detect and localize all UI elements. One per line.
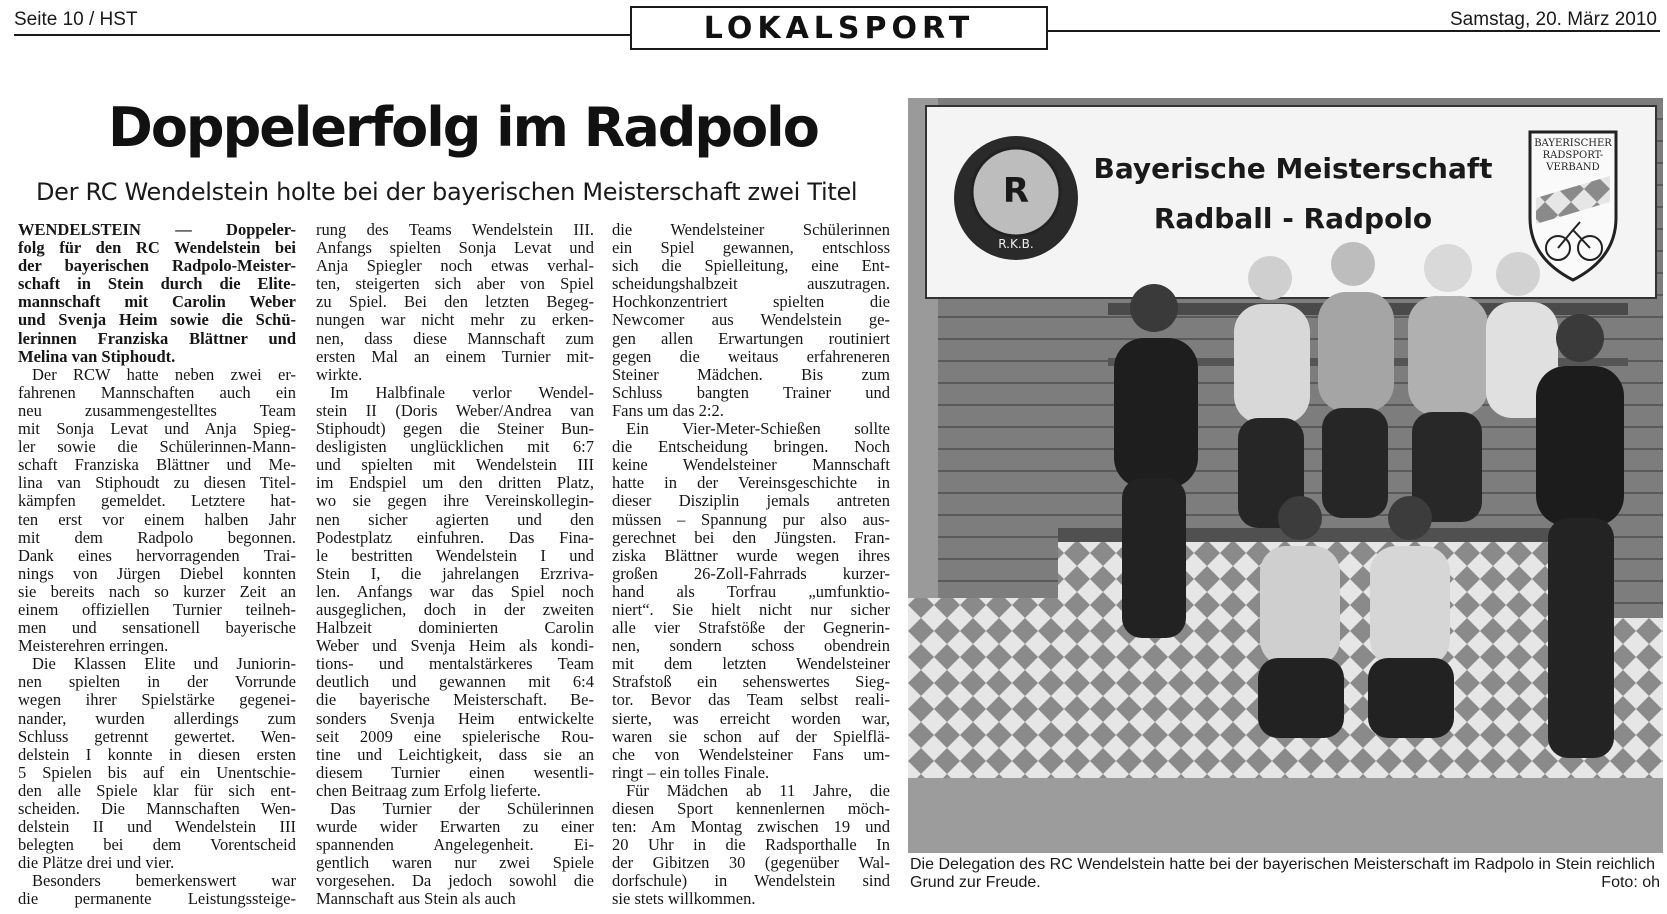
svg-text:VERBAND: VERBAND xyxy=(1546,162,1600,173)
article-line: spannenden Angelegenheit. Ei- xyxy=(316,836,594,855)
article-line: alle vier Strafstöße der Gegnerin- xyxy=(612,619,890,638)
article-line: Newcomer aus Wendelstein ge- xyxy=(612,311,890,330)
article-line: Stein I, die jahrelangen Erzriva- xyxy=(316,564,594,583)
article-line: nings von Jürgen Diebel konnten xyxy=(18,564,296,583)
article-line: die Wendelsteiner Schülerinnen xyxy=(612,221,890,239)
article-headline: Doppelerfolg im Radpolo xyxy=(108,96,818,159)
article-line: hatte in der Vereinsgeschichte in xyxy=(612,474,890,493)
article-line: im Endspiel um den dritten Platz, xyxy=(316,474,594,493)
article-line: WENDELSTEIN — Doppeler- xyxy=(18,221,296,239)
article-line: und Svenja Heim sowie die Schü- xyxy=(18,311,296,330)
article-line: sie bereits nach so kurzer Zeit an xyxy=(18,582,296,601)
article-line: die Plätze drei und vier. xyxy=(18,854,175,873)
article-line: ten: Am Montag zwischen 19 und xyxy=(612,818,890,837)
svg-text:R: R xyxy=(1002,171,1030,211)
article-line: scheidungshalbzeit auszutragen. xyxy=(612,275,890,294)
article-line: Das Turnier der Schülerinnen xyxy=(330,800,594,818)
article-line: Stiphoudt) gegen die Steiner Bun- xyxy=(316,420,594,439)
article-line: lina van Stiphoudt zu diesen Titel- xyxy=(18,474,296,493)
article-line: che von Wendelsteiner Fans um- xyxy=(612,745,890,764)
article-line: Anja Spiegler noch etwas verhal- xyxy=(316,257,594,276)
article-line: len. Anfangs war das Spiel noch xyxy=(316,582,594,601)
article-line: Der RCW hatte neben zwei er- xyxy=(32,365,296,384)
article-column-2 xyxy=(316,221,594,909)
team-photo-illustration xyxy=(908,98,1663,853)
photo-caption xyxy=(910,856,1660,892)
article-line: Meisterehren erringen. xyxy=(18,637,169,656)
article-column-1 xyxy=(18,221,296,909)
article-line: müssen – Spannung pur also aus- xyxy=(612,510,890,529)
article-line: gentlich waren nur zwei Spiele xyxy=(316,854,594,873)
article-line: wegen ihrer Spielstärke gegenei- xyxy=(18,691,296,710)
article-line: gegen die weitaus erfahreneren xyxy=(612,347,890,366)
article-line: tine und Leichtigkeit, dass sie an xyxy=(316,745,594,764)
article-line: mit dem Radpolo begonnen. xyxy=(18,528,296,547)
article-line: die Entscheidung bringen. Noch xyxy=(612,438,890,457)
article-line: waren sie schon auf der Spielflä- xyxy=(612,727,890,746)
article-line: keine Wendelsteiner Mannschaft xyxy=(612,456,890,475)
article-line: ringt – ein tolles Finale. xyxy=(612,763,770,782)
photo-caption-text: Die Delegation des RC Wendelstein hatte bei der bayerischen Meisterschaft im Radpolo in Stein reichlich Grund zur Freude. xyxy=(910,856,1655,891)
article-line: ausgeglichen, doch in der zweiten xyxy=(316,600,594,619)
article-line: stein II (Doris Weber/Andrea van xyxy=(316,401,594,420)
article-line: gen allen Erwartungen routiniert xyxy=(612,329,890,348)
svg-text:BAYERISCHER: BAYERISCHER xyxy=(1534,138,1612,149)
article-line: scheiden. Die Mannschaften Wen- xyxy=(18,800,296,818)
article-line: Besonders bemerkenswert war xyxy=(32,872,296,891)
article-line: le bestritten Wendelstein I und xyxy=(316,546,594,565)
article-line: Ein Vier-Meter-Schießen sollte xyxy=(626,420,890,439)
svg-text:R.K.B.: R.K.B. xyxy=(998,237,1034,251)
article-subheadline: Der RC Wendelstein holte bei der bayerischen Meisterschaft zwei Titel xyxy=(36,178,858,206)
article-line: sonders Svenja Heim entwickelte xyxy=(316,709,594,728)
article-line: dieser Disziplin jemals antreten xyxy=(612,492,890,511)
article-line: Dank eines hervorragenden Trai- xyxy=(18,546,296,565)
article-line: 20 Uhr in die Radsporthalle In xyxy=(612,836,890,855)
article-line: mannschaft mit Carolin Weber xyxy=(18,293,296,312)
page-header-left: Seite 10 / HST xyxy=(14,9,138,30)
article-line: Für Mädchen ab 11 Jahre, die xyxy=(626,781,890,800)
article-line: Hochkonzentriert spielten die xyxy=(612,293,890,312)
article-line: fahrenen Mannschaften auch ein xyxy=(18,383,296,402)
article-line: Mannschaft aus Stein als auch xyxy=(316,890,516,909)
article-line: nen, sondern schoss obendrein xyxy=(612,637,890,656)
header-rule-left xyxy=(14,34,630,36)
article-line: deutlich und gewannen mit 6:4 xyxy=(316,673,594,692)
article-line: 5 Spielen bis auf ein Unentschie- xyxy=(18,763,296,782)
article-line: die bayerische Meisterschaft. Be- xyxy=(316,691,594,710)
article-line: lerinnen Franziska Blättner und xyxy=(18,329,296,348)
article-line: men und sensationell bayerische xyxy=(18,619,296,638)
article-line: wirkte. xyxy=(316,365,363,384)
page-header-date: Samstag, 20. März 2010 xyxy=(1450,9,1657,30)
article-line: der bayerischen Radpolo-Meister- xyxy=(18,257,296,276)
article-line: Die Klassen Elite und Juniorin- xyxy=(32,655,296,674)
article-line: dorfschule) in Wendelstein sind xyxy=(612,872,890,891)
article-line: niert“. Sie hielt nicht nur sicher xyxy=(612,600,890,619)
article-line: Im Halbfinale verlor Wendel- xyxy=(330,383,594,402)
article-line: nungen war nicht mehr zu erken- xyxy=(316,311,594,330)
article-line: Weber und Svenja Heim als kondi- xyxy=(316,637,594,656)
article-line: wo sie gegen ihre Vereinskollegin- xyxy=(316,492,594,511)
article-line: chen Beitraag zum Erfolg lieferte. xyxy=(316,781,541,800)
article-line: und spielten mit Wendelstein III xyxy=(316,456,594,475)
article-line: ten, steigerten sich aber von Spiel xyxy=(316,275,594,294)
article-line: desligisten unglücklichen mit 6:7 xyxy=(316,438,594,457)
article-line: großen 26-Zoll-Fahrrads kurzer- xyxy=(612,564,890,583)
article-line: nander, wurden allerdings zum xyxy=(18,709,296,728)
article-line: folg für den RC Wendelstein bei xyxy=(18,239,296,258)
article-line: Schluss getrennt gewertet. Wen- xyxy=(18,727,296,746)
article-line: einem offiziellen Turnier teilneh- xyxy=(18,600,296,619)
article-line: ten erst vor einem halben Jahr xyxy=(18,510,296,529)
article-line: nen, dass diese Mannschaft zum xyxy=(316,329,594,348)
article-line: schaft in Stein durch die Elite- xyxy=(18,275,296,294)
article-line: wurde wider Erwarten zu einer xyxy=(316,818,594,837)
article-line: der Gibitzen 30 (gegenüber Wal- xyxy=(612,854,890,873)
article-line: hand als Torfrau „umfunktio- xyxy=(612,582,890,601)
article-line: schaft Franziska Blättner und Me- xyxy=(18,456,296,475)
article-line: vorgesehen. Da jedoch sowohl die xyxy=(316,872,594,891)
article-line: mit Sonja Levat und Anja Spieg- xyxy=(18,420,296,439)
article-line: kämpfen gemeldet. Letztere hat- xyxy=(18,492,296,511)
article-line: diesem Turnier einen wesentli- xyxy=(316,763,594,782)
article-line: Podestplatz einfuhren. Das Fina- xyxy=(316,528,594,547)
article-line: den alle Spiele klar für sich ent- xyxy=(18,781,296,800)
article-line: gerechnet bei den Jüngsten. Fran- xyxy=(612,528,890,547)
article-line: sie stets willkommen. xyxy=(612,890,756,909)
article-line: tor. Bevor das Team selbst reali- xyxy=(612,691,890,710)
article-line: nen spielten in der Vorrunde xyxy=(18,673,296,692)
article-line: Halbzeit dominierten Carolin xyxy=(316,619,594,638)
article-line: Schluss bangten Trainer und xyxy=(612,383,890,402)
article-line: ziska Blättner wurde wegen ihres xyxy=(612,546,890,565)
article-line: seit 2009 eine spielerische Rou- xyxy=(316,727,594,746)
article-line: zu Spiel. Bei den letzten Begeg- xyxy=(316,293,594,312)
article-column-3 xyxy=(612,221,890,909)
bayerischer-radsportverband-logo xyxy=(1530,132,1616,280)
section-title-box: LOKALSPORT xyxy=(630,6,1048,50)
team-photo xyxy=(908,98,1663,853)
svg-text:RADSPORT-: RADSPORT- xyxy=(1542,150,1604,161)
article-line: tions- und mentalstärkeres Team xyxy=(316,655,594,674)
article-line: ein Spiel gewannen, entschloss xyxy=(612,239,890,258)
photo-credit: Foto: oh xyxy=(1601,874,1660,891)
article-line: nen sicher agierten und den xyxy=(316,510,594,529)
article-line: sich die Spielleitung, eine Ent- xyxy=(612,257,890,276)
article-line: ersten Mal an einem Turnier mit- xyxy=(316,347,594,366)
article-line: die permanente Leistungssteige- xyxy=(18,890,296,909)
svg-text:Radball - Radpolo: Radball - Radpolo xyxy=(1153,202,1433,235)
article-line: sierte, was erreicht worden war, xyxy=(612,709,890,728)
svg-text:Bayerische Meisterschaft: Bayerische Meisterschaft xyxy=(1093,152,1493,185)
article-line: belegten bei dem Vorentscheid xyxy=(18,836,296,855)
article-line: delstein II und Wendelstein III xyxy=(18,818,296,837)
article-line: Fans um das 2:2. xyxy=(612,401,724,420)
article-line: Anfangs spielten Sonja Levat und xyxy=(316,239,594,258)
article-line: rung des Teams Wendelstein III. xyxy=(316,221,594,239)
article-line: neu zusammengestelltes Team xyxy=(18,401,296,420)
article-line: delstein I konnte in diesen ersten xyxy=(18,745,296,764)
article-line: diesen Sport kennenlernen möch- xyxy=(612,800,890,818)
rkb-logo xyxy=(954,136,1078,260)
article-line: Melina van Stiphoudt. xyxy=(18,347,176,366)
article-line: Strafstoß ein sehenswertes Sieg- xyxy=(612,673,890,692)
article-line: mit dem letzten Wendelsteiner xyxy=(612,655,890,674)
article-line: ler sowie die Schülerinnen-Mann- xyxy=(18,438,296,457)
article-line: Steiner Mädchen. Bis zum xyxy=(612,365,890,384)
